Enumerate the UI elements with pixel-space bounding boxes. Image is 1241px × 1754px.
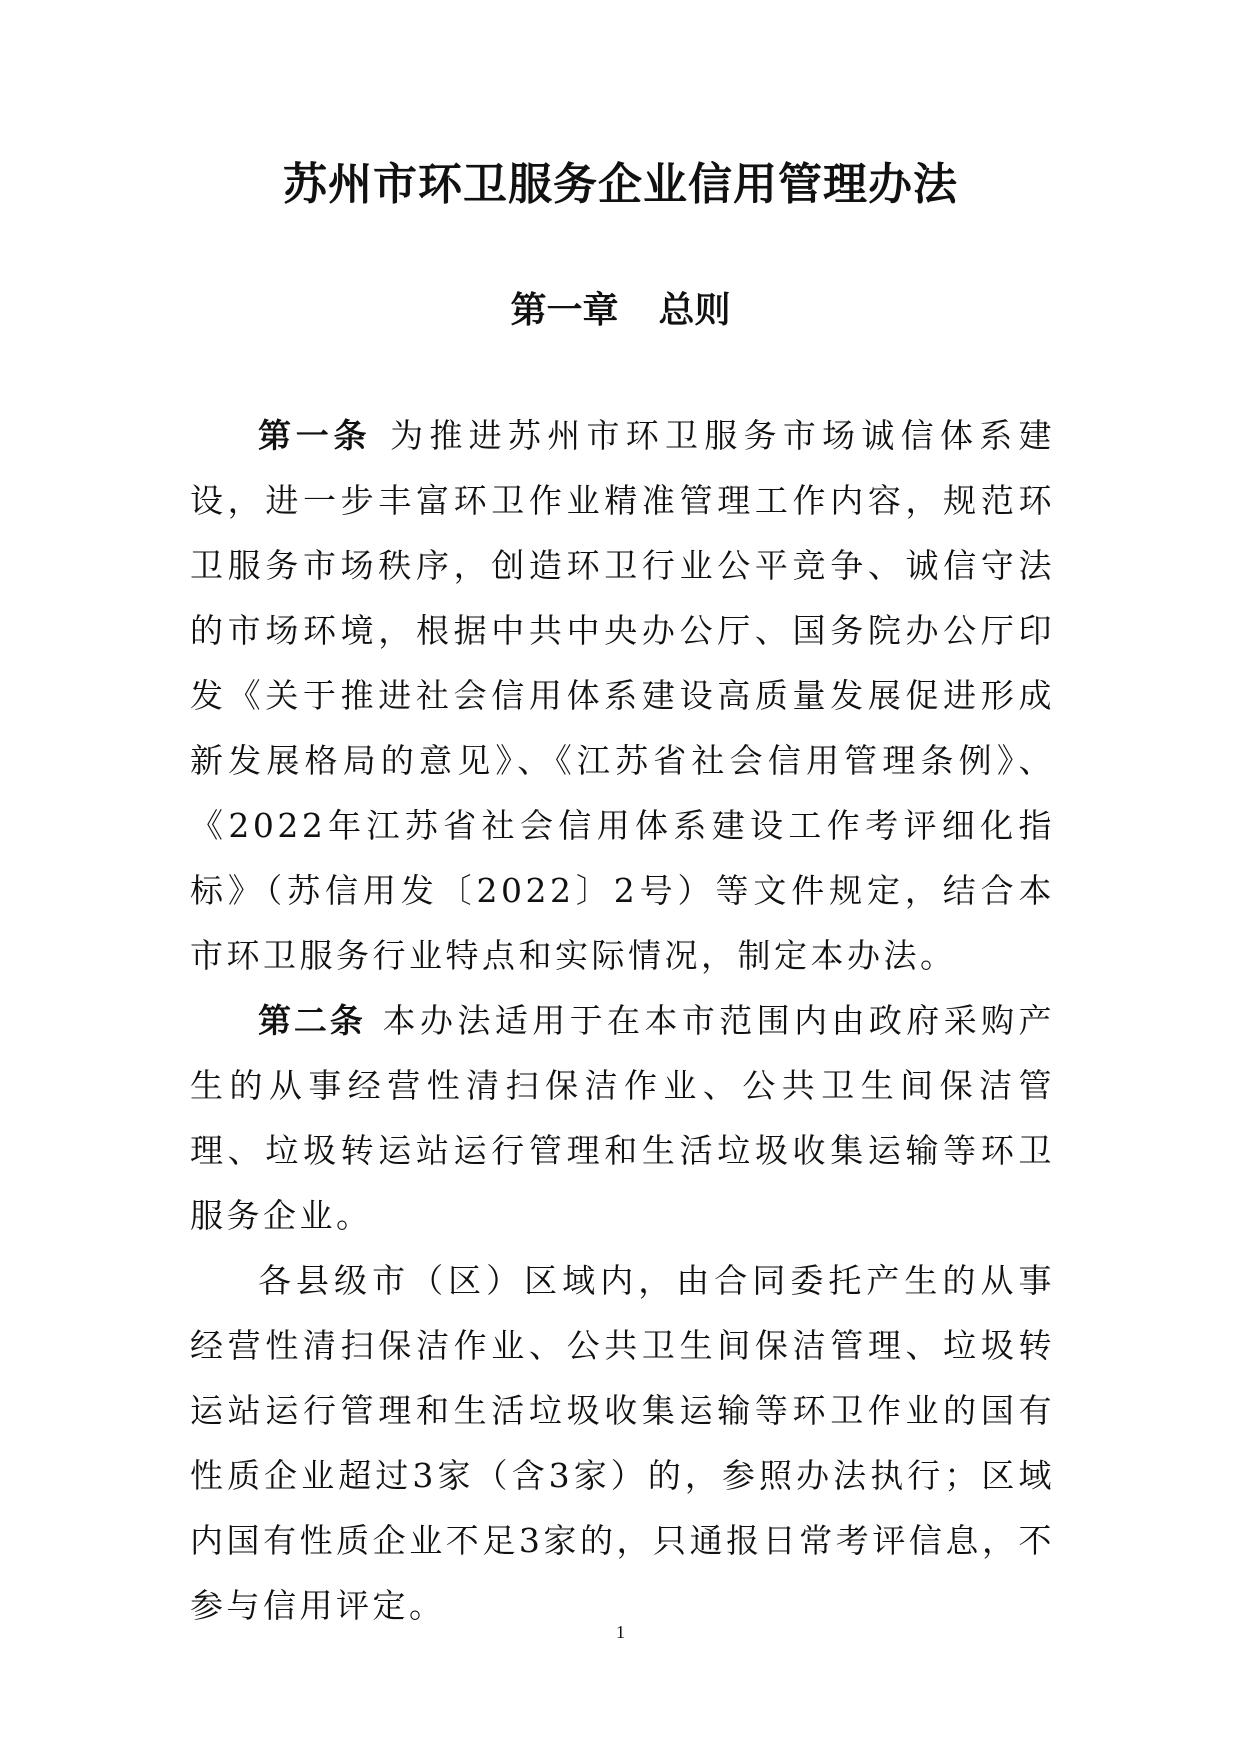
article-2-paragraph-2: 各县级市（区）区域内，由合同委托产生的从事经营性清扫保洁作业、公共卫生间保洁管理、垃圾转运站运行管理和生活垃圾收集运输等环卫作业的国有性质企业超过3家（含3家）的，参照办法执行；区域内国有性质企业不足3家的，只通报日常考评信息，不参与信用评定。 [190,1261,1055,1625]
article-2-text: 本办法适用于在本市范围内由政府采购产生的从事经营性清扫保洁作业、公共卫生间保洁管理、垃圾转运站运行管理和生活垃圾收集运输等环卫服务企业。 [190,1001,1056,1235]
article-2-label: 第二条 [258,1001,366,1040]
article-1-label: 第一条 [258,416,372,455]
article-1-text: 为推进苏州市环卫服务市场诚信体系建设，进一步丰富环卫作业精准管理工作内容，规范环卫服务市场秩序，创造环卫行业公平竞争、诚信守法的市场环境，根据中共中央办公厅、国务院办公厅印发《关于推进社会信用体系建设高质量发展促进形成新发展格局的意见》、《江苏省社会信用管理条例》、《2022年江苏省社会信用体系建设工作考评细化指标》（苏信用发〔2022〕2号）等文件规定，结合本市环卫服务行业特点和实际情况，制定本办法。 [190,416,1056,975]
article-1 [190,403,1055,988]
chapter-name: 总则 [658,290,731,331]
document-body [190,403,1055,1638]
page-number: 1 [616,1622,625,1642]
chapter-number: 第一章 [510,290,619,331]
chapter-heading [0,287,1241,335]
article-2 [190,988,1055,1248]
document-title: 苏州市环卫服务企业信用管理办法 [283,159,958,210]
